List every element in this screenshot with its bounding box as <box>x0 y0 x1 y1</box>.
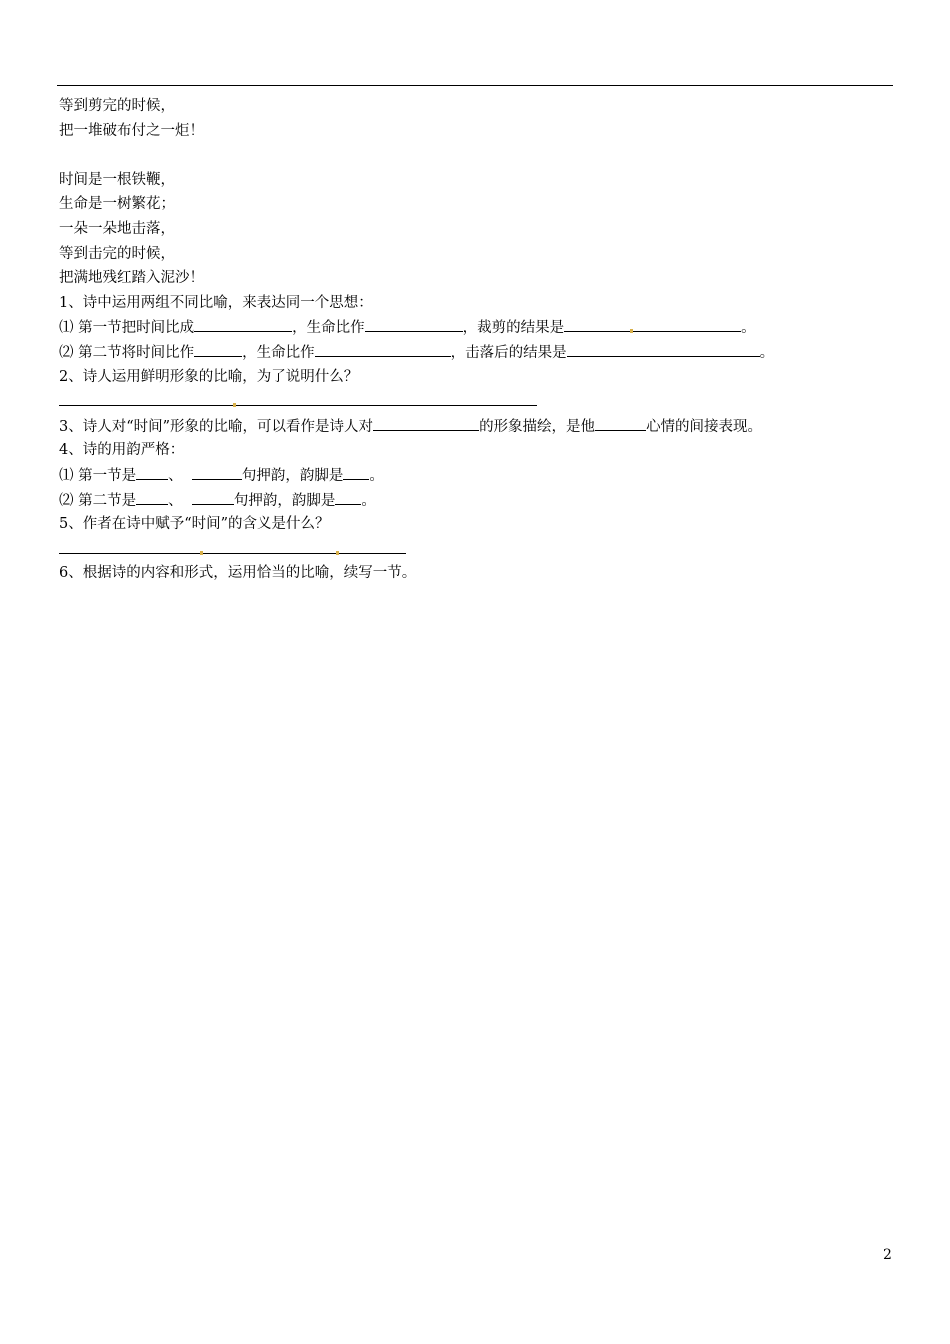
question-5-title: 5、作者在诗中赋予“时间”的含义是什么？ <box>59 516 330 533</box>
q4-part1-text: ⑴ 第一节是 <box>59 467 137 484</box>
q4-part2-end: 。 <box>361 492 376 509</box>
page-content <box>59 94 899 586</box>
q1-part1-text: ⑴ 第一节把时间比成 <box>59 320 195 337</box>
highlight-mark <box>336 551 339 555</box>
q3-text: 的形象描绘，是他 <box>479 418 596 435</box>
answer-blank[interactable] <box>192 463 242 480</box>
question-4-title: 4、诗的用韵严格： <box>59 442 185 459</box>
poem-line: 等到剪完的时候， <box>59 98 175 114</box>
highlight-mark <box>233 403 236 407</box>
answer-blank[interactable] <box>194 315 292 332</box>
question-4-part-1 <box>59 463 899 488</box>
highlight-mark <box>630 329 633 333</box>
highlight-mark <box>200 551 203 555</box>
answer-blank[interactable] <box>373 414 479 431</box>
answer-blank[interactable] <box>315 340 451 357</box>
question-2-title: 2、诗人运用鲜明形象的比喻，为了说明什么？ <box>59 368 359 385</box>
answer-blank[interactable] <box>59 537 406 554</box>
answer-blank[interactable] <box>194 340 242 357</box>
question-1-part-2 <box>59 340 899 365</box>
answer-blank[interactable] <box>567 340 760 357</box>
answer-blank[interactable] <box>136 463 168 480</box>
answer-blank[interactable] <box>136 488 168 505</box>
q4-part2-text: 句押韵，韵脚是 <box>233 492 336 509</box>
question-5-answer <box>59 537 899 562</box>
answer-blank[interactable] <box>595 414 646 431</box>
question-1-part-1 <box>59 315 899 340</box>
q1-part1-end: 。 <box>741 320 756 337</box>
question-6-title: 6、根据诗的内容和形式，运用恰当的比喻，续写一节。 <box>59 565 417 582</box>
question-3 <box>59 414 899 439</box>
poem-line: 一朵一朵地击落， <box>59 220 175 237</box>
q4-part1-text: 句押韵，韵脚是 <box>241 467 344 484</box>
q1-part2-text: ⑵ 第二节将时间比作 <box>59 344 195 361</box>
q4-part2-sep: 、 <box>168 492 183 509</box>
q4-part1-end: 。 <box>369 467 384 484</box>
q1-part1-text: ，生命比作 <box>292 320 365 337</box>
answer-blank[interactable] <box>365 315 463 332</box>
poem-line: 把满地残红踏入泥沙！ <box>59 270 204 287</box>
q1-part1-text: ，裁剪的结果是 <box>462 320 565 337</box>
page-number: 2 <box>883 1247 892 1263</box>
q3-text: 3、诗人对“时间”形象的比喻，可以看作是诗人对 <box>59 418 374 435</box>
q3-text: 心情的间接表现。 <box>646 418 763 435</box>
q1-part2-text: ，击落后的结果是 <box>450 344 567 361</box>
stanza-gap <box>59 143 899 168</box>
q1-part2-text: ，生命比作 <box>242 344 315 361</box>
poem-line: 把一堆破布付之一炬！ <box>59 122 204 139</box>
question-1-title: 1、诗中运用两组不同比喻，来表达同一个思想： <box>59 294 373 311</box>
poem-line: 生命是一树繁花； <box>59 196 175 213</box>
q1-part2-end: 。 <box>759 344 775 361</box>
header-rule <box>57 85 893 86</box>
answer-blank[interactable] <box>59 389 537 406</box>
answer-blank[interactable] <box>335 488 361 505</box>
poem-line: 时间是一根铁鞭， <box>59 171 175 188</box>
question-4-part-2 <box>59 488 899 513</box>
q4-part1-sep: 、 <box>168 467 183 484</box>
q4-part2-text: ⑵ 第二节是 <box>59 492 137 509</box>
question-2-answer <box>59 389 899 414</box>
answer-blank[interactable] <box>564 315 741 332</box>
answer-blank[interactable] <box>343 463 369 480</box>
answer-blank[interactable] <box>192 488 234 505</box>
poem-line: 等到击完的时候， <box>59 245 175 262</box>
